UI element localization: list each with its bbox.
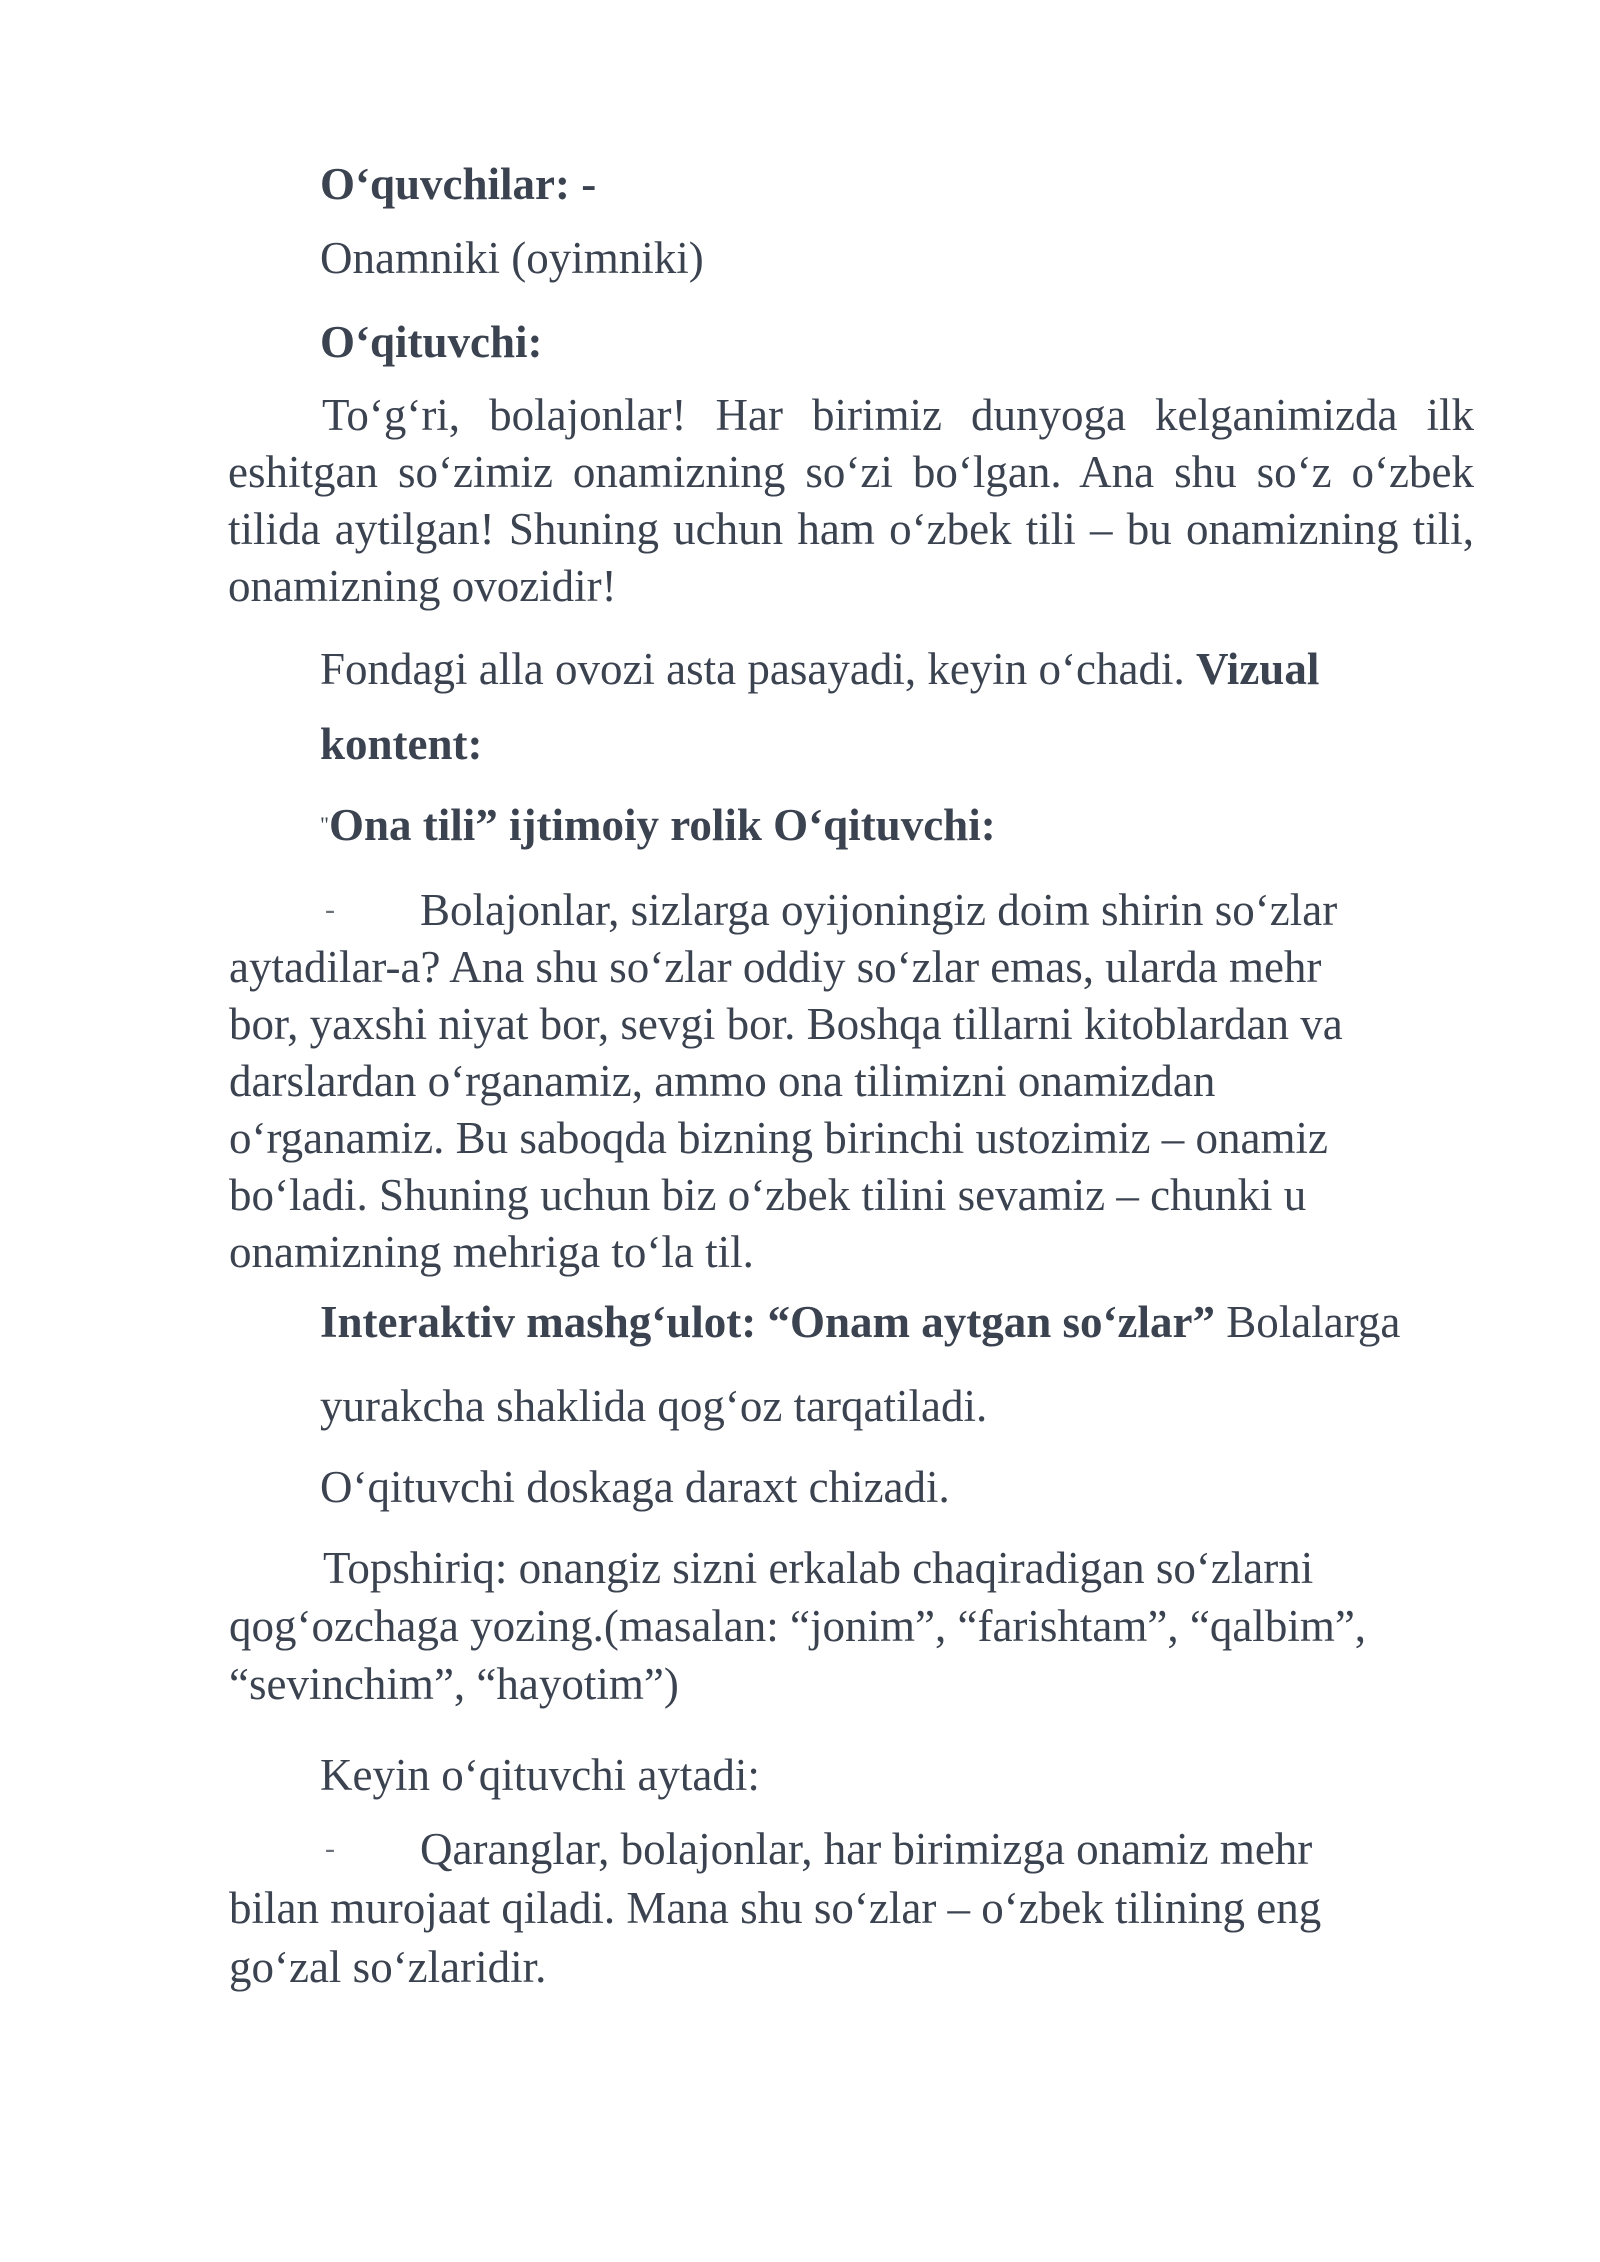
teacher-paragraph-2-line: bo‘ladi. Shuning uchun biz o‘zbek tilini sevamiz – chunki u (229, 1170, 1307, 1220)
activity-text: Bolalarga (1226, 1297, 1401, 1347)
teacher-paragraph-2-first: Bolajonlar, sizlarga oyijoningiz doim shirin so‘zlar (420, 885, 1338, 935)
teacher-paragraph-2-line: o‘rganamiz. Bu saboqda bizning birinchi ustozimiz – onamiz (229, 1113, 1328, 1163)
teacher-paragraph-2-line: darslardan o‘rganamiz, ammo ona tilimizni onamizdan (229, 1056, 1216, 1106)
teacher-paragraph-2-line: bor, yaxshi niyat bor, sevgi bor. Boshqa tillarni kitoblardan va (229, 999, 1343, 1049)
dash-marker: - (325, 1832, 335, 1865)
closing-paragraph-line: go‘zal so‘zlaridir. (229, 1942, 547, 1992)
teacher-paragraph: To‘g‘ri, bolajonlar! Har birimiz dunyoga kelganimizda ilk eshitgan so‘zimiz onamizning so‘zi bo‘lgan. Ana shu so‘z o‘zbek tilida aytilgan! Shuning uchun ham o‘zbek tili – bu onamizning tili, onamizning ovozidir! (228, 390, 1474, 611)
students-answer: Onamniki (oyimniki) (320, 233, 704, 283)
video-title-line (320, 800, 996, 850)
task-paragraph-line: “sevinchim”, “hayotim”) (229, 1659, 679, 1709)
activity-text-cont: yurakcha shaklida qog‘oz tarqatiladi. (320, 1381, 988, 1431)
speaker-teacher-2: O‘qituvchi: (773, 800, 996, 850)
task-paragraph-first: Topshiriq: onangiz sizni erkalab chaqiradigan so‘zlarni (323, 1543, 1314, 1593)
teacher-says: Keyin o‘qituvchi aytadi: (320, 1750, 760, 1800)
closing-paragraph-first: Qaranglar, bolajonlar, har birimizga onamiz mehr (420, 1824, 1313, 1874)
dash-marker: - (325, 893, 335, 926)
fade-note: Fondagi alla ovozi asta pasayadi, keyin o‘chadi. (320, 644, 1185, 694)
open-quote: " (320, 812, 329, 837)
activity-line (320, 1297, 1401, 1347)
fade-note-line (320, 644, 1320, 694)
teacher-paragraph-2-line: onamizning mehriga to‘la til. (229, 1227, 754, 1277)
teacher-paragraph-2-line: aytadilar-a? Ana shu so‘zlar oddiy so‘zlar emas, ularda mehr (229, 942, 1322, 992)
task-paragraph-line: qog‘ozchaga yozing.(masalan: “jonim”, “farishtam”, “qalbim”, (229, 1601, 1367, 1651)
activity-title: Interaktiv mashg‘ulot: “Onam aytgan so‘zlar” (320, 1297, 1215, 1347)
visual-content-label-cont: kontent: (320, 719, 483, 769)
visual-content-label: Vizual (1195, 644, 1320, 694)
closing-paragraph-line: bilan murojaat qiladi. Mana shu so‘zlar – o‘zbek tilining eng (229, 1883, 1322, 1933)
speaker-students: O‘quvchilar: - (320, 159, 597, 209)
speaker-teacher: O‘qituvchi: (320, 317, 543, 367)
teacher-draws: O‘qituvchi doskaga daraxt chizadi. (320, 1462, 950, 1512)
video-title: Ona tili” ijtimoiy rolik (328, 800, 762, 850)
